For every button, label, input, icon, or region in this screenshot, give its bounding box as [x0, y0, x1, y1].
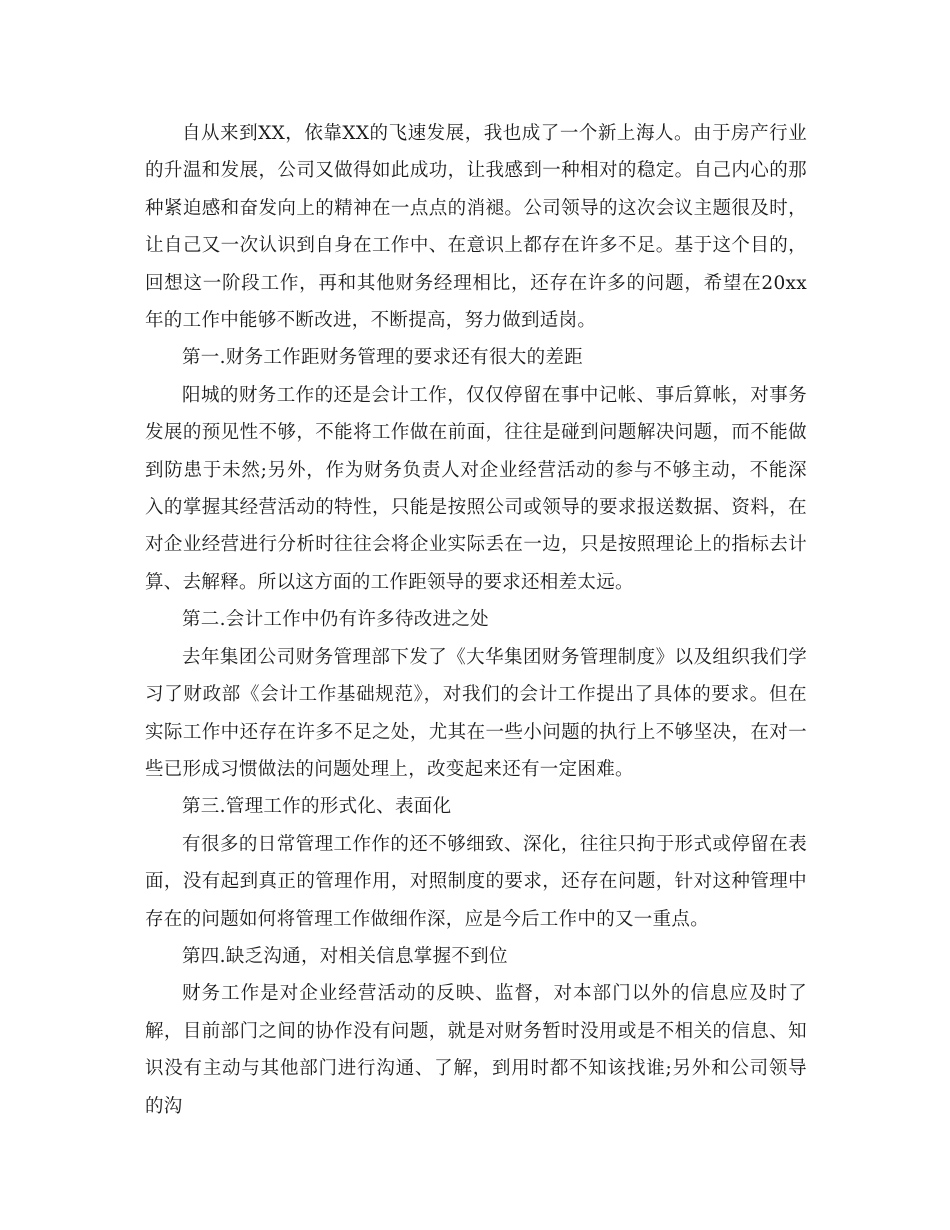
intro-paragraph: 自从来到XX，依靠XX的飞速发展，我也成了一个新上海人。由于房产行业的升温和发展，公司又做得如此成功，让我感到一种相对的稳定。自己内心的那种紧迫感和奋发向上的精神在一点点的消褪。公司领导的这次会议主题很及时，让自己又一次认识到自身在工作中、在意识上都存在许多不足。基于这个目的，回想这一阶段工作，再和其他财务经理相比，还存在许多的问题，希望在20xx年的工作中能够不断改进，不断提高，努力做到适岗。	[145, 123, 807, 332]
section-2-paragraph: 去年集团公司财务管理部下发了《大华集团财务管理制度》以及组织我们学习了财政部《会计工作基础规范》，对我们的会计工作提出了具体的要求。但在实际工作中还存在许多不足之处，尤其在一些小问题的执行上不够坚决，在对一些已形成习惯做法的问题处理上，改变起来还有一定困难。	[145, 646, 807, 780]
section-1-paragraph: 阳城的财务工作的还是会计工作，仅仅停留在事中记帐、事后算帐，对事务发展的预见性不够，不能将工作做在前面，往往是碰到问题解决问题，而不能做到防患于未然;另外，作为财务负责人对企业经营活动的参与不够主动，不能深入的掌握其经营活动的特性，只能是按照公司或领导的要求报送数据、资料，在对企业经营进行分析时往往会将企业实际丢在一边，只是按照理论上的指标去计算、去解释。所以这方面的工作距领导的要求还相差太远。	[145, 384, 807, 593]
document-body	[145, 115, 807, 1125]
section-3-paragraph: 有很多的日常管理工作作的还不够细致、深化，往往只拘于形式或停留在表面，没有起到真正的管理作用，对照制度的要求，还存在问题，针对这种管理中存在的问题如何将管理工作做细作深，应是今后工作中的又一重点。	[145, 833, 807, 930]
section-3-heading: 第三.管理工作的形式化、表面化	[182, 796, 452, 818]
section-2-heading: 第二.会计工作中仍有许多待改进之处	[182, 609, 489, 631]
section-4-paragraph: 财务工作是对企业经营活动的反映、监督，对本部门以外的信息应及时了解，目前部门之间的协作没有问题，就是对财务暂时没用或是不相关的信息、知识没有主动与其他部门进行沟通、了解，到用时都不知该找谁;另外和公司领导的沟	[145, 983, 807, 1117]
section-1-heading: 第一.财务工作距财务管理的要求还有很大的差距	[182, 347, 583, 369]
section-4-heading: 第四.缺乏沟通，对相关信息掌握不到位	[182, 945, 508, 967]
